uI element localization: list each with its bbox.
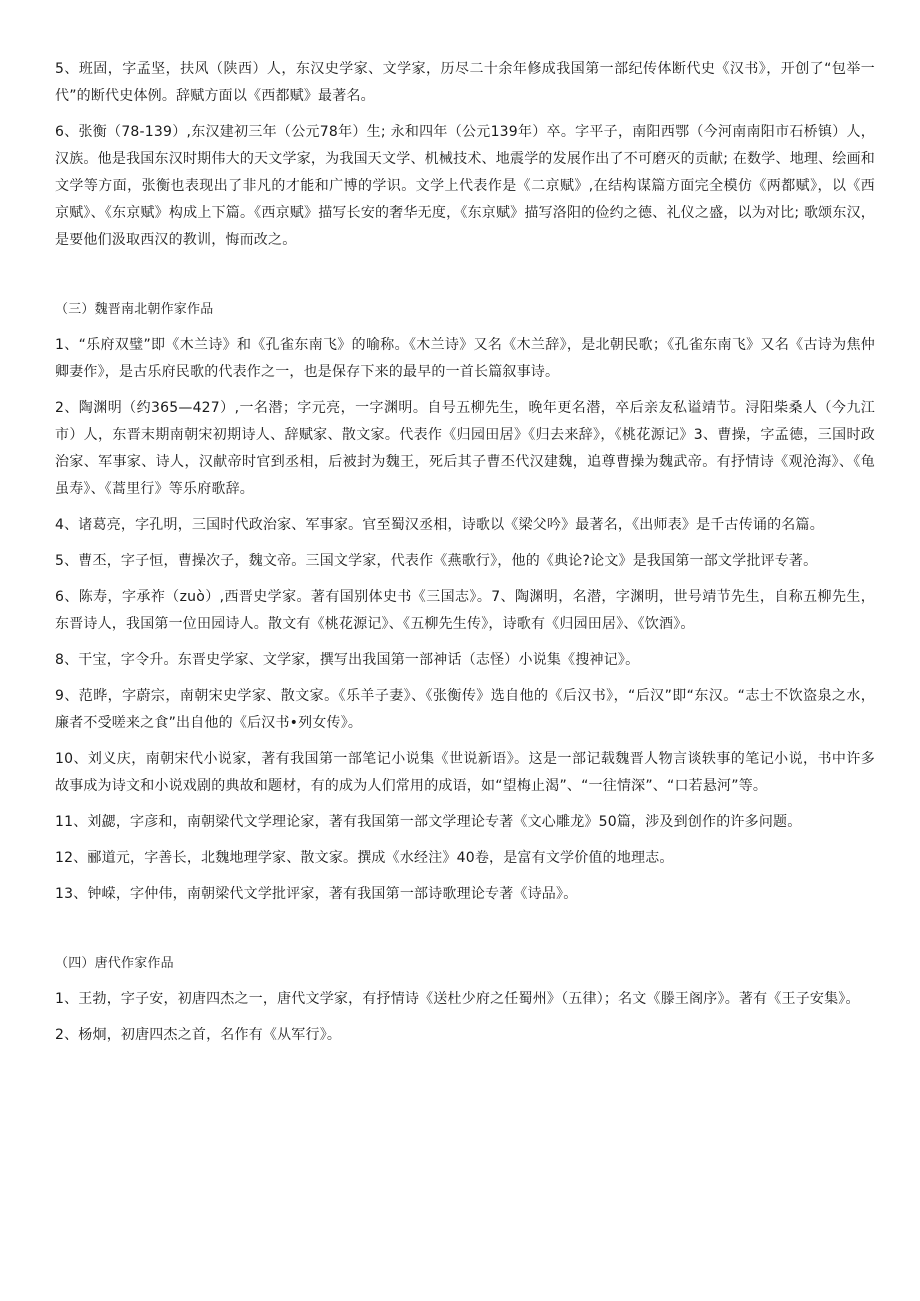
section-heading-weijin: （三）魏晋南北朝作家作品 bbox=[55, 302, 214, 317]
paragraph-li-daoyuan: 12、郦道元，字善长，北魏地理学家、散文家。撰成《水经注》40卷，是富有文学价值的地理志。 bbox=[55, 850, 674, 866]
paragraph-zhuge-liang: 4、诸葛亮，字孔明，三国时代政治家、军事家。官至蜀汉丞相，诗歌以《梁父吟》最著名，《出师表》是千古传诵的名篇。 bbox=[55, 517, 824, 533]
paragraph-zhang-heng: 6、张衡（78-139）,东汉建初三年（公元78年）生; 永和四年（公元139年）卒。字平子，南阳西鄂（今河南南阳市石桥镇）人，汉族。他是我国东汉时期伟大的天文学家，为我国天文学、机械技术、地震学的发展作出了不可磨灭的贡献; 在数学、地理、绘画和文学等方面，张衡也表现出了非凡的才能和广博的学识。文学上代表作是《二京赋》,在结构谋篇方面完全模仿《两都赋》，以《西京赋》、《东京赋》构成上下篇。《西京赋》描写长安的奢华无度，《东京赋》描写洛阳的俭约之德、礼仪之盛，以为对比; 歌颂东汉，是要他们汲取西汉的教训，悔而改之。 bbox=[55, 124, 875, 248]
paragraph-wang-bo: 1、王勃，字子安，初唐四杰之一，唐代文学家，有抒情诗《送杜少府之任蜀州》（五律）；名文《滕王阁序》。著有《王子安集》。 bbox=[55, 991, 860, 1007]
paragraph-cao-pi: 5、曹丕，字子恒，曹操次子，魏文帝。三国文学家，代表作《燕歌行》，他的《典论?论文》是我国第一部文学批评专著。 bbox=[55, 553, 818, 569]
paragraph-liu-xie: 11、刘勰，字彦和，南朝梁代文学理论家，著有我国第一部文学理论专著《文心雕龙》50篇，涉及到创作的许多问题。 bbox=[55, 814, 802, 830]
paragraph-yang-jiong: 2、杨炯，初唐四杰之首，名作有《从军行》。 bbox=[55, 1027, 342, 1043]
document-body bbox=[55, 56, 875, 1058]
paragraph-ban-gu: 5、班固，字孟坚，扶风（陕西）人，东汉史学家、文学家，历尽二十余年修成我国第一部纪传体断代史《汉书》，开创了“包举一代”的断代史体例。辞赋方面以《西都赋》最著名。 bbox=[55, 61, 875, 104]
section-spacer bbox=[55, 917, 875, 950]
paragraph-gan-bao: 8、干宝，字令升。东晋史学家、文学家，撰写出我国第一部神话（志怪）小说集《搜神记》。 bbox=[55, 652, 640, 668]
section-heading-tang: （四）唐代作家作品 bbox=[55, 956, 174, 971]
paragraph-tao-yuanming: 2、陶渊明（约365—427）,一名潜；字元亮，一字渊明。自号五柳先生，晚年更名潜，卒后亲友私谥靖节。浔阳柴桑人（今九江市）人，东晋末期南朝宋初期诗人、辞赋家、散文家。代表作《归园田居》《归去来辞》，《桃花源记》3、曹操，字孟德，三国时政治家、军事家、诗人，汉献帝时官到丞相，后被封为魏王，死后其子曹丕代汉建魏，追尊曹操为魏武帝。有抒情诗《观沧海》、《龟虽寿》、《蒿里行》等乐府歌辞。 bbox=[55, 400, 875, 497]
paragraph-fan-ye: 9、范晔，字蔚宗，南朝宋史学家、散文家。《乐羊子妻》、《张衡传》选自他的《后汉书》，“后汉”即“东汉。“志士不饮盗泉之水，廉者不受嗟来之食”出自他的《后汉书•列女传》。 bbox=[55, 688, 875, 731]
section-spacer bbox=[55, 263, 875, 296]
paragraph-liu-yiqing: 10、刘义庆，南朝宋代小说家，著有我国第一部笔记小说集《世说新语》。这是一部记载魏晋人物言谈轶事的笔记小说，书中许多故事成为诗文和小说戏剧的典故和题材，有的成为人们常用的成语，如“望梅止渴”、“一往情深”、“口若悬河”等。 bbox=[55, 751, 875, 794]
paragraph-yuefu-shuangbi: 1、“乐府双璧”即《木兰诗》和《孔雀东南飞》的喻称。《木兰诗》又名《木兰辞》，是北朝民歌；《孔雀东南飞》又名《古诗为焦仲卿妻作》，是古乐府民歌的代表作之一，也是保存下来的最早的一首长篇叙事诗。 bbox=[55, 337, 875, 380]
paragraph-chen-shou: 6、陈寿，字承祚（zuò）,西晋史学家。著有国别体史书《三国志》。7、陶渊明，名潜，字渊明，世号靖节先生，自称五柳先生，东晋诗人，我国第一位田园诗人。散文有《桃花源记》、《五柳先生传》，诗歌有《归园田居》、《饮酒》。 bbox=[55, 589, 875, 632]
paragraph-zhong-rong: 13、钟嵘，字仲伟，南朝梁代文学批评家，著有我国第一部诗歌理论专著《诗品》。 bbox=[55, 886, 578, 902]
